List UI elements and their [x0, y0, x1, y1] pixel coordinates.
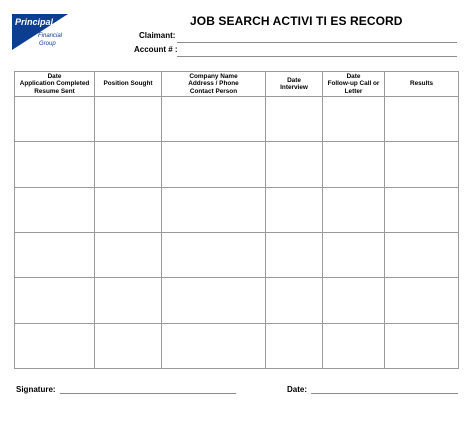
- header-text: Letter: [344, 87, 363, 95]
- table-cell[interactable]: [323, 232, 385, 277]
- date-field[interactable]: [311, 393, 458, 394]
- table-cell[interactable]: [323, 97, 385, 142]
- header-text: Date: [47, 72, 62, 80]
- table-cell[interactable]: [15, 187, 95, 232]
- header-company: [162, 72, 266, 97]
- table-cell[interactable]: [15, 278, 95, 323]
- table-row: [15, 232, 459, 277]
- table-cell[interactable]: [15, 142, 95, 187]
- header-results: [385, 72, 459, 97]
- table-cell[interactable]: [266, 232, 323, 277]
- table-cell[interactable]: [162, 323, 266, 368]
- principal-logo: [12, 14, 68, 52]
- table-cell[interactable]: [323, 323, 385, 368]
- table-cell[interactable]: [15, 97, 95, 142]
- header-date-application: [15, 72, 95, 97]
- header-text: Position Sought: [103, 80, 153, 88]
- logo-line2: Financial: [38, 33, 63, 39]
- table-row: [15, 97, 459, 142]
- table-cell[interactable]: [323, 142, 385, 187]
- account-field[interactable]: [177, 56, 457, 57]
- signature-label: Signature:: [16, 385, 56, 394]
- table-cell[interactable]: [385, 187, 459, 232]
- table-cell[interactable]: [385, 142, 459, 187]
- account-label: Account # :: [134, 45, 178, 54]
- table-row: [15, 142, 459, 187]
- table-cell[interactable]: [95, 142, 162, 187]
- table-cell[interactable]: [95, 278, 162, 323]
- header-date-followup: [323, 72, 385, 97]
- header-position-sought: [95, 72, 162, 97]
- activities-table: [14, 71, 459, 369]
- table-cell[interactable]: [385, 278, 459, 323]
- table-cell[interactable]: [385, 323, 459, 368]
- header-text: Results: [409, 80, 434, 88]
- table-cell[interactable]: [162, 142, 266, 187]
- header-date-interview: [266, 72, 323, 97]
- table-cell[interactable]: [162, 187, 266, 232]
- header-text: Application Completed: [19, 80, 90, 88]
- table-cell[interactable]: [266, 323, 323, 368]
- table-cell[interactable]: [162, 97, 266, 142]
- table-cell[interactable]: [266, 142, 323, 187]
- logo-line3: Group: [39, 41, 56, 47]
- table-cell[interactable]: [323, 187, 385, 232]
- header-text: Date: [287, 76, 301, 84]
- table-cell[interactable]: [323, 278, 385, 323]
- logo-line1: Principal: [15, 17, 54, 27]
- table-row: [15, 187, 459, 232]
- header-text: Date: [346, 72, 361, 80]
- table-cell[interactable]: [95, 187, 162, 232]
- table-cell[interactable]: [15, 232, 95, 277]
- table-row: [15, 323, 459, 368]
- table-cell[interactable]: [385, 232, 459, 277]
- header-text: Interview: [280, 84, 308, 91]
- claimant-label: Claimant:: [139, 31, 176, 40]
- claimant-field[interactable]: [177, 42, 457, 43]
- signature-field[interactable]: [60, 393, 236, 394]
- table-row: [15, 278, 459, 323]
- table-header-row: [15, 72, 459, 97]
- table-cell[interactable]: [385, 97, 459, 142]
- header-text: Address / Phone: [188, 80, 239, 88]
- header-text: Company Name: [189, 72, 238, 80]
- header-text: Follow-up Call or: [327, 80, 380, 88]
- table-cell[interactable]: [95, 232, 162, 277]
- table-cell[interactable]: [162, 232, 266, 277]
- table-cell[interactable]: [15, 323, 95, 368]
- table-cell[interactable]: [95, 323, 162, 368]
- page-title: JOB SEARCH ACTIVI TI ES RECORD: [190, 14, 403, 28]
- table-cell[interactable]: [162, 278, 266, 323]
- table-cell[interactable]: [266, 278, 323, 323]
- header-text: Resume Sent: [34, 87, 75, 95]
- table-cell[interactable]: [266, 187, 323, 232]
- header-text: Contact Person: [189, 87, 238, 95]
- table-cell[interactable]: [266, 97, 323, 142]
- table-cell[interactable]: [95, 97, 162, 142]
- date-label: Date:: [287, 385, 308, 394]
